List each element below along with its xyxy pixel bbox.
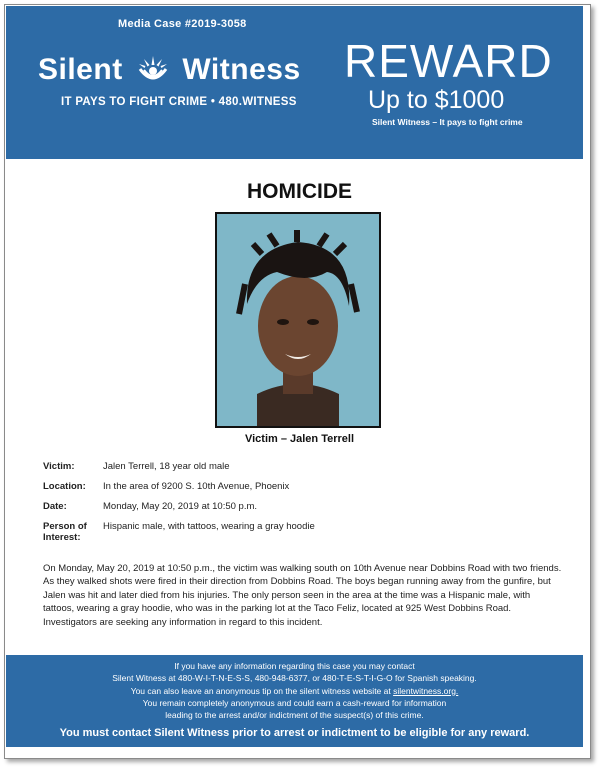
- detail-value: Monday, May 20, 2019 at 10:50 p.m.: [103, 501, 258, 512]
- website-link[interactable]: silentwitness.org.: [393, 685, 459, 696]
- brand-tagline: IT PAYS TO FIGHT CRIME • 480.WITNESS: [61, 96, 297, 108]
- brand-word-witness: Witness: [182, 53, 301, 87]
- footer-line-text: You can also leave an anonymous tip on the silent witness website at: [130, 685, 394, 696]
- photo-caption: Victim – Jalen Terrell: [244, 433, 355, 445]
- victim-photo: [215, 212, 381, 428]
- reward-amount: Up to $1000: [368, 86, 505, 114]
- footer-banner: [6, 655, 583, 747]
- media-case-number: Media Case #2019-3058: [118, 18, 247, 30]
- reward-subtitle: Silent Witness – It pays to fight crime: [372, 117, 523, 127]
- brand-word-silent: Silent: [38, 53, 123, 87]
- detail-label: Location:: [43, 481, 86, 492]
- footer-line: You remain completely anonymous and could earn a cash-reward for information: [142, 697, 447, 708]
- detail-label: Date:: [43, 501, 67, 512]
- footer-reward-notice: You must contact Silent Witness prior to arrest or indictment to be eligible for any reward.: [59, 727, 530, 740]
- footer-line: leading to the arrest and/or indictment of the suspect(s) of this crime.: [165, 710, 424, 721]
- detail-label: Victim:: [43, 461, 75, 472]
- footer-line: If you have any information regarding this case you may contact: [174, 661, 415, 671]
- reward-title: REWARD: [344, 35, 553, 87]
- header-banner: [6, 6, 583, 159]
- case-narrative: On Monday, May 20, 2019 at 10:50 p.m., the victim was walking south on 10th Avenue near Dobbins Road with two friends. As they walked shots were fired in their direction from Dobbins Road. The boys began running away from the gunfire, but Jalen was hit and later died from his injuries. The only person seen in the area at the time was a Hispanic male, with tattoos, wearing a gray hoodie, who was in the parking lot at the Taco Feliz, located at 925 West Dobbins Road. Investigators are seeking any information in regard to this incident.: [43, 563, 562, 628]
- footer-line: Silent Witness at 480-W-I-T-N-E-S-S, 480-948-6377, or 480-T-E-S-T-I-G-O for Spanish speaking.: [112, 673, 477, 684]
- detail-value: Hispanic male, with tattoos, wearing a gray hoodie: [103, 521, 315, 532]
- detail-value: In the area of 9200 S. 10th Avenue, Phoenix: [103, 481, 290, 492]
- silent-witness-logo: [38, 52, 301, 87]
- victim-portrait-illustration: [217, 214, 379, 426]
- detail-value: Jalen Terrell, 18 year old male: [103, 461, 230, 472]
- page-title: HOMICIDE: [247, 180, 352, 203]
- eye-logo-icon: [136, 53, 170, 87]
- footer-line: [6, 685, 583, 697]
- detail-label: Person of Interest:: [43, 521, 87, 543]
